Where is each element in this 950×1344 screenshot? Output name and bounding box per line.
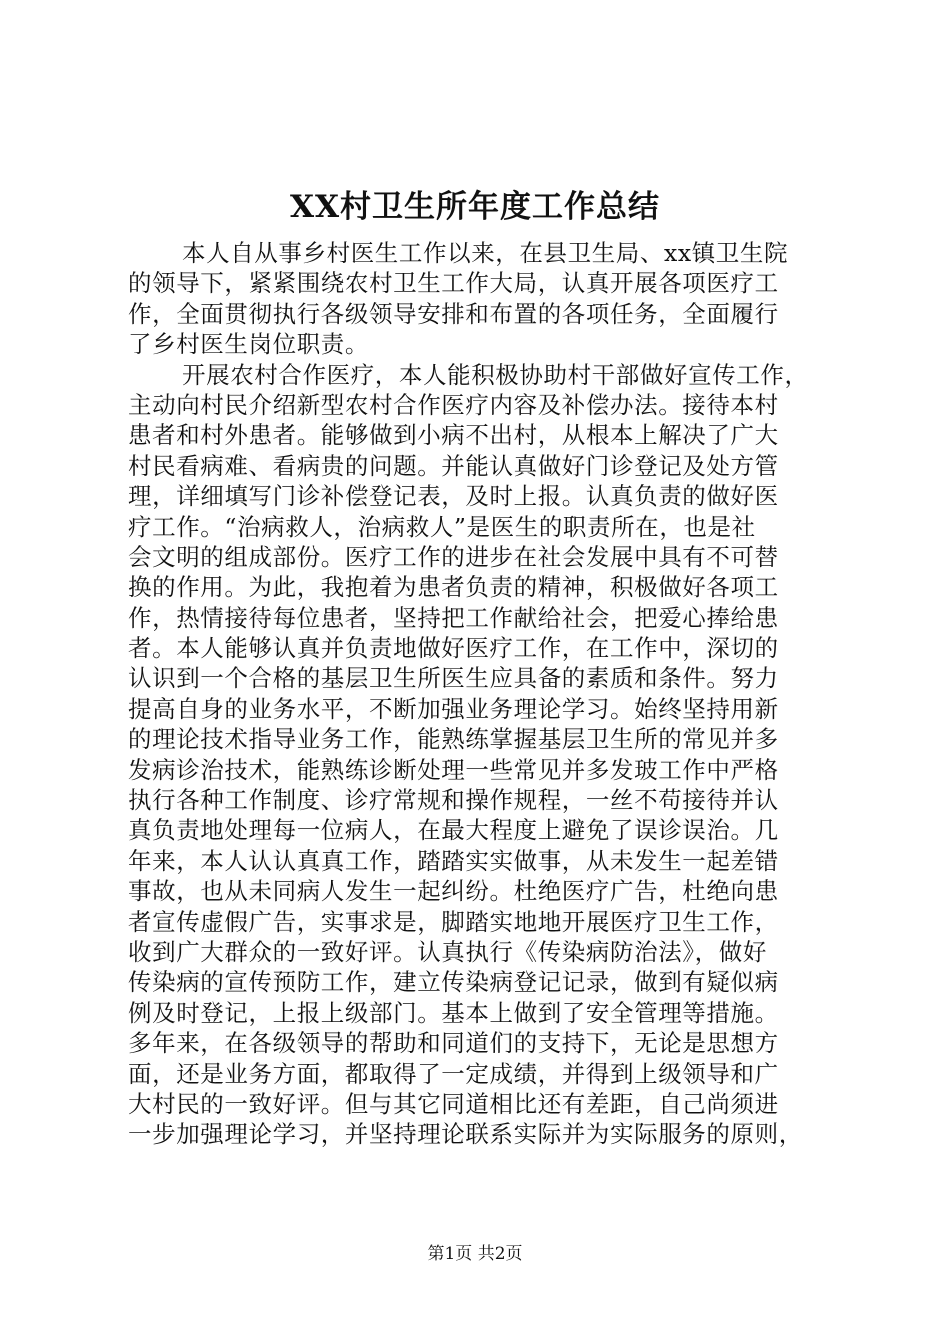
body-line: 执行各种工作制度、诊疗常规和操作规程，一丝不苟接待并认 xyxy=(128,786,779,815)
body-line: 换的作用。为此，我抱着为患者负责的精神，积极做好各项工 xyxy=(128,573,779,602)
body-line: 年来，本人认认真真工作，踏踏实实做事，从未发生一起差错 xyxy=(128,846,779,875)
body-line: 事故，也从未同病人发生一起纠纷。杜绝医疗广告，杜绝向患 xyxy=(128,877,779,906)
body-line: 疗工作。“治病救人，治病救人”是医生的职责所在，也是社 xyxy=(128,512,756,541)
body-line: 理，详细填写门诊补偿登记表，及时上报。认真负责的做好医 xyxy=(128,482,779,511)
page-footer: 第1页 共2页 xyxy=(427,1244,523,1264)
document-title: XX村卫生所年度工作总结 xyxy=(289,189,661,225)
body-line: 主动向村民介绍新型农村合作医疗内容及补偿办法。接待本村 xyxy=(128,390,779,419)
body-line: 者。本人能够认真并负责地做好医疗工作，在工作中，深切的 xyxy=(128,634,779,663)
body-line: 村民看病难、看病贵的问题。并能认真做好门诊登记及处方管 xyxy=(128,451,779,480)
body-line: 开展农村合作医疗，本人能积极协助村干部做好宣传工作， xyxy=(182,360,809,389)
body-line: 收到广大群众的一致好评。认真执行《传染病防治法》，做好 xyxy=(128,937,767,966)
body-line: 的领导下，紧紧围绕农村卫生工作大局，认真开展各项医疗工 xyxy=(128,269,779,298)
body-line: 提高自身的业务水平，不断加强业务理论学习。始终坚持用新 xyxy=(128,694,779,723)
body-line: 者宣传虚假广告，实事求是，脚踏实地地开展医疗卫生工作， xyxy=(128,907,779,936)
body-line: 了乡村医生岗位职责。 xyxy=(128,330,369,359)
body-line: 作，热情接待每位患者，坚持把工作献给社会，把爱心捧给患 xyxy=(128,603,779,632)
body-line: 传染病的宣传预防工作，建立传染病登记记录，做到有疑似病 xyxy=(128,968,779,997)
body-line: 一步加强理论学习，并坚持理论联系实际并为实际服务的原则， xyxy=(128,1120,803,1149)
body-line: 患者和村外患者。能够做到小病不出村，从根本上解决了广大 xyxy=(128,421,779,450)
body-line: 真负责地处理每一位病人，在最大程度上避免了误诊误治。几 xyxy=(128,816,779,845)
document-body xyxy=(128,238,834,1150)
body-line: 的理论技术指导业务工作，能熟练掌握基层卫生所的常见并多 xyxy=(128,725,779,754)
body-line: 会文明的组成部份。医疗工作的进步在社会发展中具有不可替 xyxy=(128,542,779,571)
body-line: 作，全面贯彻执行各级领导安排和布置的各项任务，全面履行 xyxy=(128,299,779,328)
body-line: 本人自从事乡村医生工作以来，在县卫生局、xx镇卫生院 xyxy=(182,239,789,267)
body-line: 面，还是业务方面，都取得了一定成绩，并得到上级领导和广 xyxy=(128,1059,779,1088)
body-line: 大村民的一致好评。但与其它同道相比还有差距，自己尚须进 xyxy=(128,1089,779,1118)
body-line: 认识到一个合格的基层卫生所医生应具备的素质和条件。努力 xyxy=(128,664,779,693)
body-line: 发病诊治技术，能熟练诊断处理一些常见并多发玻工作中严格 xyxy=(128,755,779,784)
body-line: 例及时登记，上报上级部门。基本上做到了安全管理等措施。 xyxy=(128,998,779,1027)
body-line: 多年来，在各级领导的帮助和同道们的支持下，无论是思想方 xyxy=(128,1029,779,1058)
